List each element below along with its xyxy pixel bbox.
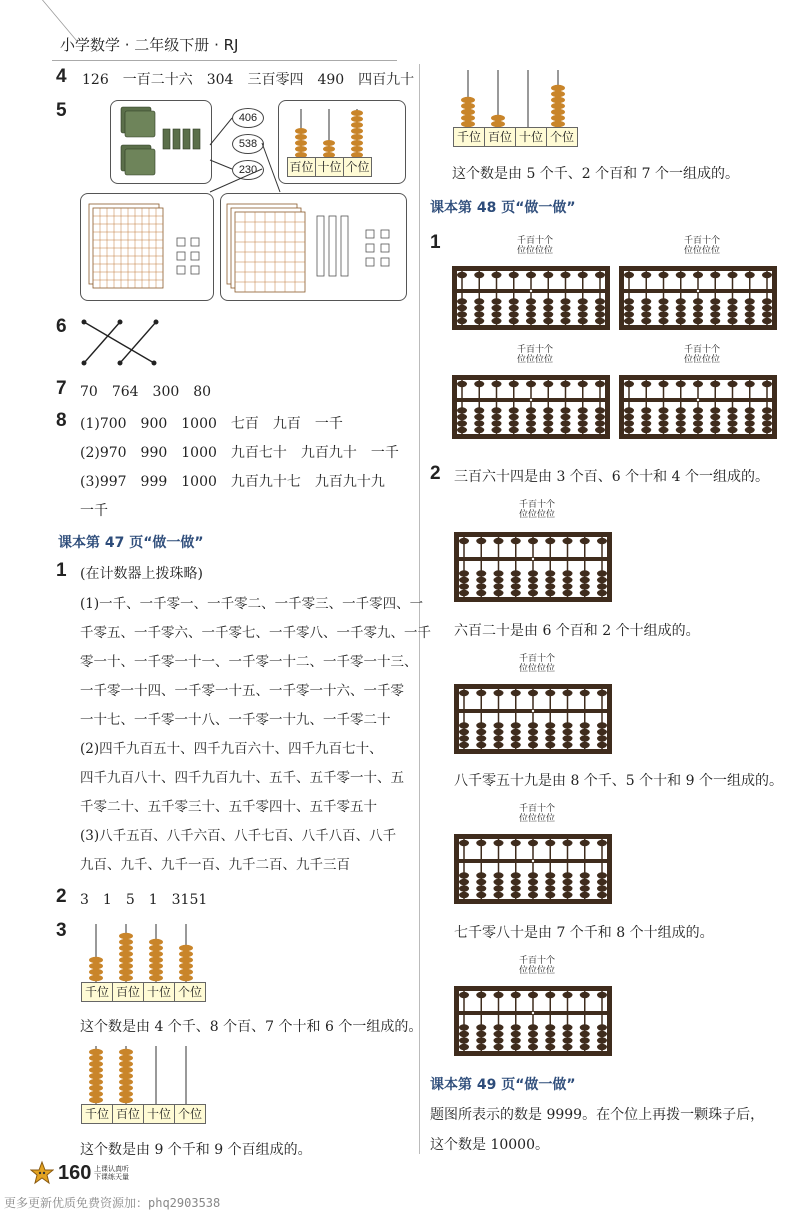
counter-9900 — [80, 1042, 204, 1104]
p47-q1-line-4: 零一十、一千零一十一、一千零一十二、一千零一十三、 — [80, 654, 418, 670]
p47-q3-number: 3 — [56, 920, 67, 941]
hundred-blocks-picture — [111, 101, 211, 183]
p47-q1-number: 1 — [56, 560, 67, 581]
q5-label-406: 406 — [232, 108, 264, 128]
q4-answer: 126 一百二十六 304 三百零四 490 四百九十 — [82, 72, 415, 88]
caption-line-2: 位位位位 — [516, 246, 553, 256]
p47-q1-line-11: 九百、九千、九千一百、九千二百、九千三百 — [80, 857, 350, 873]
place-thousands: 千位 — [453, 127, 485, 147]
p47-q1-line-7: (2)四千九百五十、四千九百六十、四千九百七十、 — [80, 741, 383, 757]
q8-line-2: (2)970 990 1000 九百七十 九百九十 一千 — [80, 445, 399, 461]
abacus-3 — [452, 375, 610, 439]
counter-b-sentence: 这个数是由 9 个千和 9 个百组成的。 — [80, 1142, 312, 1158]
abacus-7 — [454, 834, 612, 904]
caption-line-1: 千百十个 — [683, 345, 720, 355]
q7-answer: 70 764 300 80 — [80, 384, 212, 400]
abacus-5-caption — [512, 500, 562, 520]
q6-matching-lines — [80, 318, 170, 368]
q4-number: 4 — [56, 66, 67, 87]
section-page-49: 课本第 49 页“做一做” — [430, 1077, 576, 1093]
section-page-48: 课本第 48 页“做一做” — [430, 200, 576, 216]
p47-q1-line-3: 千零五、一千零六、一千零七、一千零八、一千零九、一千 — [80, 625, 431, 641]
caption-line-1: 千百十个 — [518, 804, 555, 814]
caption-line-2: 位位位位 — [518, 814, 555, 824]
p47-q2-number: 2 — [56, 886, 67, 907]
counter-5207 — [452, 66, 576, 128]
place-tens: 十位 — [143, 1104, 175, 1124]
abacus-7-caption — [512, 804, 562, 824]
footer-watermark: 更多更新优质免费资源加：phq2903538 — [4, 1196, 221, 1210]
p48-q1-number: 1 — [430, 232, 441, 253]
q5-counter-picture — [279, 101, 405, 163]
counter-a-sentence: 这个数是由 4 个千、8 个百、7 个十和 6 个一组成的。 — [80, 1019, 423, 1035]
caption-line-2: 位位位位 — [683, 355, 720, 365]
counter-4876 — [80, 920, 204, 982]
counter-a-place-labels — [82, 982, 206, 1002]
caption-line-1: 千百十个 — [518, 500, 555, 510]
place-tens: 十位 — [143, 982, 175, 1002]
slogan-line-2: 下课练天量 — [94, 1173, 129, 1181]
q5-cube-box-2 — [80, 193, 214, 301]
caption-line-2: 位位位位 — [683, 246, 720, 256]
p48-q2-line-2: 六百二十是由 6 个百和 2 个十组成的。 — [454, 623, 700, 639]
slogan-line-1: 上课认真听 — [94, 1165, 129, 1173]
caption-line-1: 千百十个 — [516, 345, 553, 355]
counter-b-place-labels — [82, 1104, 206, 1124]
abacus-2-caption — [677, 236, 727, 256]
p47-q1-line-10: (3)八千五百、八千六百、八千七百、八千八百、八千 — [80, 828, 397, 844]
mascot-icon — [30, 1160, 54, 1188]
page-number: 160 — [58, 1162, 92, 1184]
q5-label-538: 538 — [232, 134, 264, 154]
abacus-6-caption — [512, 654, 562, 674]
abacus-4 — [619, 375, 777, 439]
p47-q1-line-1: (在计数器上拨珠略) — [80, 566, 203, 582]
abacus-3-caption — [510, 345, 560, 365]
q8-line-3: (3)997 999 1000 九百九十七 九百九十九 — [80, 474, 385, 490]
abacus-8-caption — [512, 956, 562, 976]
p48-q2-line-4: 七千零八十是由 7 个千和 8 个十组成的。 — [454, 925, 714, 941]
p49-answer-line-2: 这个数是 10000。 — [430, 1137, 549, 1153]
q5-cube-box-1 — [110, 100, 212, 184]
section-page-47: 课本第 47 页“做一做” — [58, 535, 204, 551]
p47-q2-answer: 3 1 5 1 3151 — [80, 892, 208, 908]
caption-line-2: 位位位位 — [516, 355, 553, 365]
caption-line-2: 位位位位 — [518, 510, 555, 520]
q5-cube-box-3 — [220, 193, 407, 301]
place-tens: 十位 — [515, 127, 547, 147]
place-ones: 个位 — [546, 127, 578, 147]
page-header: 小学数学 · 二年级下册 · RJ — [60, 36, 239, 54]
place-ones: 个位 — [174, 982, 206, 1002]
hundreds-tens-ones-picture — [221, 194, 406, 300]
p48-q2-line-3: 八千零五十九是由 8 个千、5 个十和 9 个一组成的。 — [454, 773, 783, 789]
caption-line-1: 千百十个 — [516, 236, 553, 246]
abacus-8 — [454, 986, 612, 1056]
q8-line-1: (1)700 900 1000 七百 九百 一千 — [80, 416, 343, 432]
abacus-1 — [452, 266, 610, 330]
p48-q2-number: 2 — [430, 463, 441, 484]
q8-line-4: 一千 — [80, 503, 108, 519]
p47-q1-line-6: 一十七、一千零一十八、一千零一十九、一千零二十 — [80, 712, 391, 728]
q5-place-labels — [288, 157, 372, 177]
place-hundreds: 百位 — [112, 982, 144, 1002]
q5-label-230: 230 — [232, 160, 264, 180]
header-rule — [52, 60, 397, 61]
p48-q2-line-1: 三百六十四是由 3 个百、6 个十和 4 个一组成的。 — [454, 469, 769, 485]
place-ones: 个位 — [343, 157, 372, 177]
abacus-5 — [454, 532, 612, 602]
place-hundreds: 百位 — [484, 127, 516, 147]
abacus-1-caption — [510, 236, 560, 256]
place-thousands: 千位 — [81, 1104, 113, 1124]
p47-q1-line-2: (1)一千、一千零一、一千零二、一千零三、一千零四、一 — [80, 596, 424, 612]
q6-number: 6 — [56, 316, 67, 337]
q5-number: 5 — [56, 100, 67, 121]
q8-number: 8 — [56, 410, 67, 431]
top-counter-place-labels — [454, 127, 578, 147]
top-counter-sentence: 这个数是由 5 个千、2 个百和 7 个一组成的。 — [452, 166, 739, 182]
abacus-6 — [454, 684, 612, 754]
q5-counter-box — [278, 100, 406, 184]
place-hundreds: 百位 — [112, 1104, 144, 1124]
place-hundreds: 百位 — [287, 157, 316, 177]
p47-q1-line-5: 一千零一十四、一千零一十五、一千零一十六、一千零 — [80, 683, 404, 699]
caption-line-1: 千百十个 — [518, 956, 555, 966]
place-ones: 个位 — [174, 1104, 206, 1124]
hundred-flats-picture — [81, 194, 213, 300]
p47-q1-line-9: 千零二十、五千零三十、五千零四十、五千零五十 — [80, 799, 377, 815]
caption-line-1: 千百十个 — [518, 654, 555, 664]
p49-answer-line-1: 题图所表示的数是 9999。在个位上再拨一颗珠子后， — [430, 1107, 765, 1123]
caption-line-1: 千百十个 — [683, 236, 720, 246]
abacus-4-caption — [677, 345, 727, 365]
place-tens: 十位 — [315, 157, 344, 177]
abacus-2 — [619, 266, 777, 330]
q7-number: 7 — [56, 378, 67, 399]
place-thousands: 千位 — [81, 982, 113, 1002]
caption-line-2: 位位位位 — [518, 966, 555, 976]
p47-q1-line-8: 四千九百八十、四千九百九十、五千、五千零一十、五 — [80, 770, 404, 786]
caption-line-2: 位位位位 — [518, 664, 555, 674]
footer-slogan — [94, 1165, 129, 1181]
